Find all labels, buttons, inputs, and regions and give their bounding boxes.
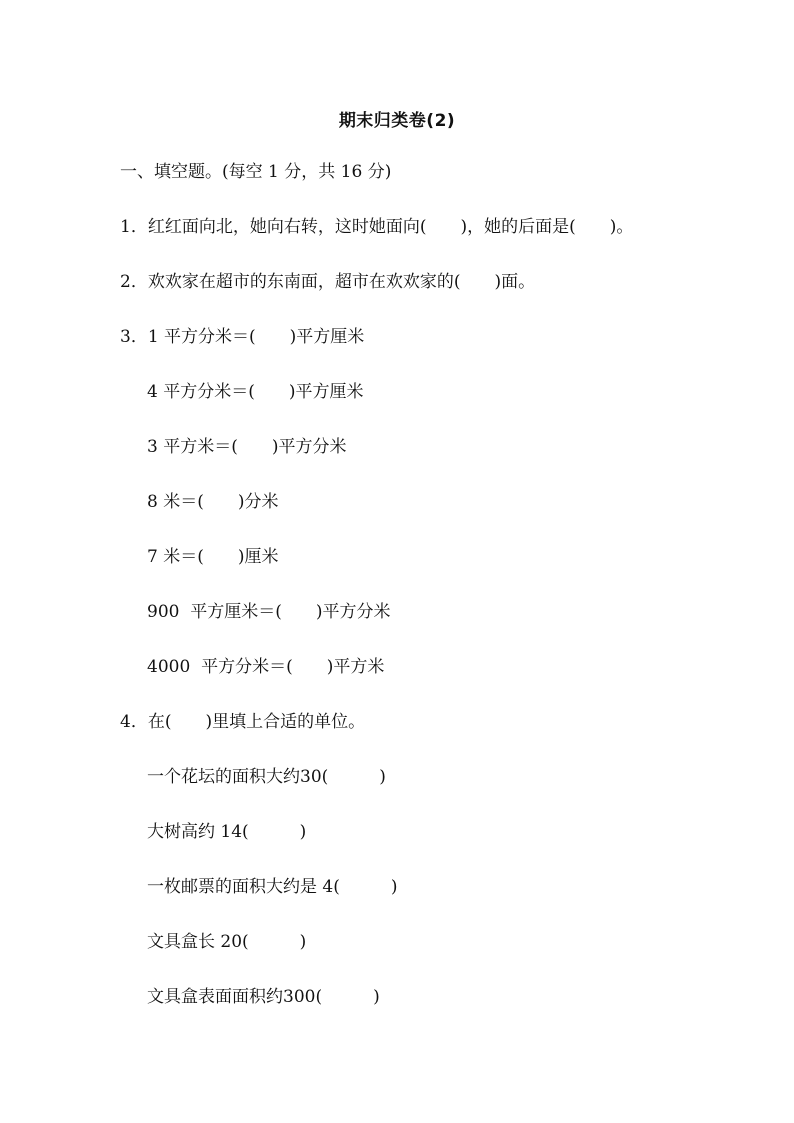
question-4-item: 文具盒长 20( ): [147, 932, 307, 952]
question-4: 4．在( )里填上合适的单位。: [120, 712, 366, 732]
question-3-item: 4000 平方分米＝( )平方米: [147, 657, 385, 677]
question-3: 3．1 平方分米＝( )平方厘米: [120, 327, 365, 347]
question-3-item: 8 米＝( )分米: [147, 492, 279, 512]
question-3-item: 3 平方米＝( )平方分米: [147, 437, 347, 457]
page-title: 期末归类卷(2): [338, 111, 456, 131]
question-4-item: 一枚邮票的面积大约是 4( ): [147, 877, 398, 897]
question-4-item: 一个花坛的面积大约30( ): [147, 767, 386, 787]
question-3-item: 7 米＝( )厘米: [147, 547, 279, 567]
question-4-item: 文具盒表面面积约300( ): [147, 987, 380, 1007]
question-3-item: 900 平方厘米＝( )平方分米: [147, 602, 391, 622]
section-heading: 一、填空题。(每空 1 分，共 16 分): [120, 162, 392, 182]
question-2: 2．欢欢家在超市的东南面，超市在欢欢家的( )面。: [120, 272, 536, 292]
question-4-item: 大树高约 14( ): [147, 822, 307, 842]
question-3-item: 4 平方分米＝( )平方厘米: [147, 382, 364, 402]
question-1: 1．红红面向北，她向右转，这时她面向( )，她的后面是( )。: [120, 217, 634, 237]
